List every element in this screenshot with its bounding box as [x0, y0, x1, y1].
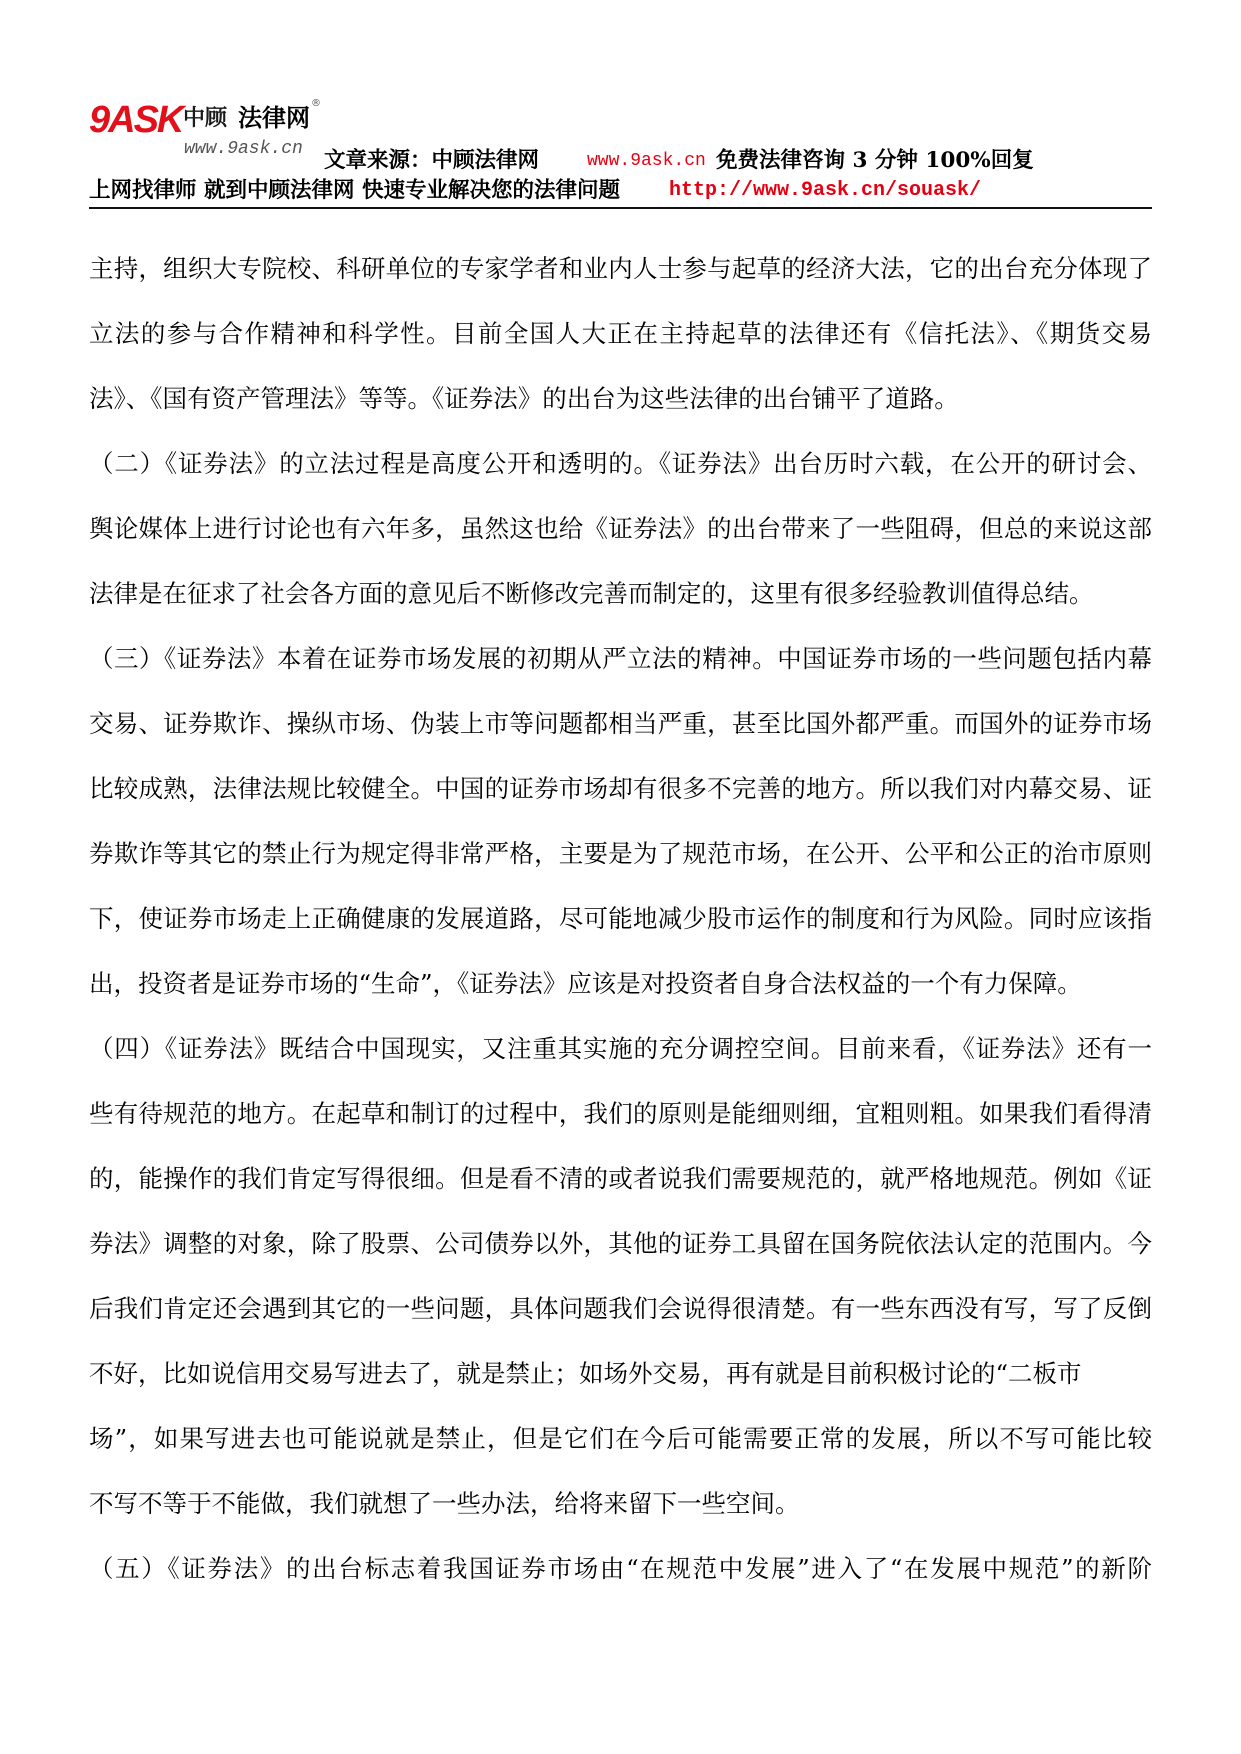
tagline: 上网找律师 就到中顾法律网 快速专业解决您的法律问题: [89, 178, 620, 203]
text-line: 立法的参与合作精神和科学性。目前全国人大正在主持起草的法律还有《信托法》、《期货交易: [89, 319, 1152, 348]
site-logo: [89, 98, 321, 160]
source-label: 文章来源：中顾法律网: [324, 148, 540, 173]
text-line: （五）《证券法》的出台标志着我国证券市场由“在规范中发展”进入了“在发展中规范”的新阶: [89, 1554, 1152, 1583]
text-line: 舆论媒体上进行讨论也有六年多，虽然这也给《证券法》的出台带来了一些阻碍，但总的来说这部: [89, 514, 1152, 543]
text-line: （四）《证券法》既结合中国现实，又注重其实施的充分调控空间。目前来看，《证券法》还有一: [89, 1034, 1152, 1063]
text-line: 下，使证券市场走上正确健康的发展道路，尽可能地减少股市运作的制度和行为风险。同时应该指: [89, 904, 1152, 933]
text-line: 场”，如果写进去也可能说就是禁止，但是它们在今后可能需要正常的发展，所以不写可能比较: [89, 1424, 1152, 1453]
text-line: 的，能操作的我们肯定写得很细。但是看不清的或者说我们需要规范的，就严格地规范。例如《证: [89, 1164, 1152, 1193]
source-link[interactable]: www.9ask.cn: [587, 151, 706, 171]
document-body: [89, 236, 1152, 1601]
promo-text: 免费法律咨询 3 分钟 100%回复: [716, 148, 1034, 173]
tagline-link[interactable]: http://www.9ask.cn/souask/: [669, 179, 982, 202]
paragraph: [89, 1536, 1152, 1601]
text-line: 不写不等于不能做，我们就想了一些办法，给将来留下一些空间。: [89, 1489, 800, 1518]
paragraph: [89, 1016, 1152, 1536]
text-line: 法》、《国有资产管理法》等等。《证券法》的出台为这些法律的出台铺平了道路。: [89, 384, 959, 413]
logo-url: www.9ask.cn: [184, 139, 303, 159]
paragraph: [89, 626, 1152, 1016]
text-line: 券欺诈等其它的禁止行为规定得非常严格，主要是为了规范市场，在公开、公平和公正的治市原则: [89, 839, 1152, 868]
logo-name-cn: 中顾: [183, 106, 228, 131]
text-line: 不好，比如说信用交易写进去了，就是禁止；如场外交易，再有就是目前积极讨论的“二板市: [89, 1359, 1082, 1388]
text-line: 比较成熟，法律法规比较健全。中国的证券市场却有很多不完善的地方。所以我们对内幕交易、证: [89, 774, 1152, 803]
logo-mark: 9ASK: [89, 99, 183, 141]
text-line: 交易、证券欺诈、操纵市场、伪装上市等问题都相当严重，甚至比国外都严重。而国外的证券市场: [89, 709, 1152, 738]
text-line: 出，投资者是证券市场的“生命”，《证券法》应该是对投资者自身合法权益的一个有力保障。: [89, 969, 1082, 998]
text-line: （三）《证券法》本着在证券市场发展的初期从严立法的精神。中国证券市场的一些问题包括内幕: [89, 644, 1152, 673]
paragraph: [89, 431, 1152, 626]
text-line: 些有待规范的地方。在起草和制订的过程中，我们的原则是能细则细，宜粗则粗。如果我们看得清: [89, 1099, 1152, 1128]
text-line: （二）《证券法》的立法过程是高度公开和透明的。《证券法》出台历时六载，在公开的研讨会、: [89, 449, 1152, 478]
text-line: 券法》调整的对象，除了股票、公司债券以外，其他的证券工具留在国务院依法认定的范围内。今: [89, 1229, 1152, 1258]
header-divider: [89, 207, 1152, 209]
paragraph: [89, 236, 1152, 431]
registered-mark: ®: [311, 98, 321, 109]
logo-name-law: 法律网: [238, 104, 310, 132]
text-line: 后我们肯定还会遇到其它的一些问题，具体问题我们会说得很清楚。有一些东西没有写，写了反倒: [89, 1294, 1152, 1323]
text-line: 主持，组织大专院校、科研单位的专家学者和业内人士参与起草的经济大法，它的出台充分体现了: [89, 254, 1152, 283]
text-line: 法律是在征求了社会各方面的意见后不断修改完善而制定的，这里有很多经验教训值得总结。: [89, 579, 1094, 608]
